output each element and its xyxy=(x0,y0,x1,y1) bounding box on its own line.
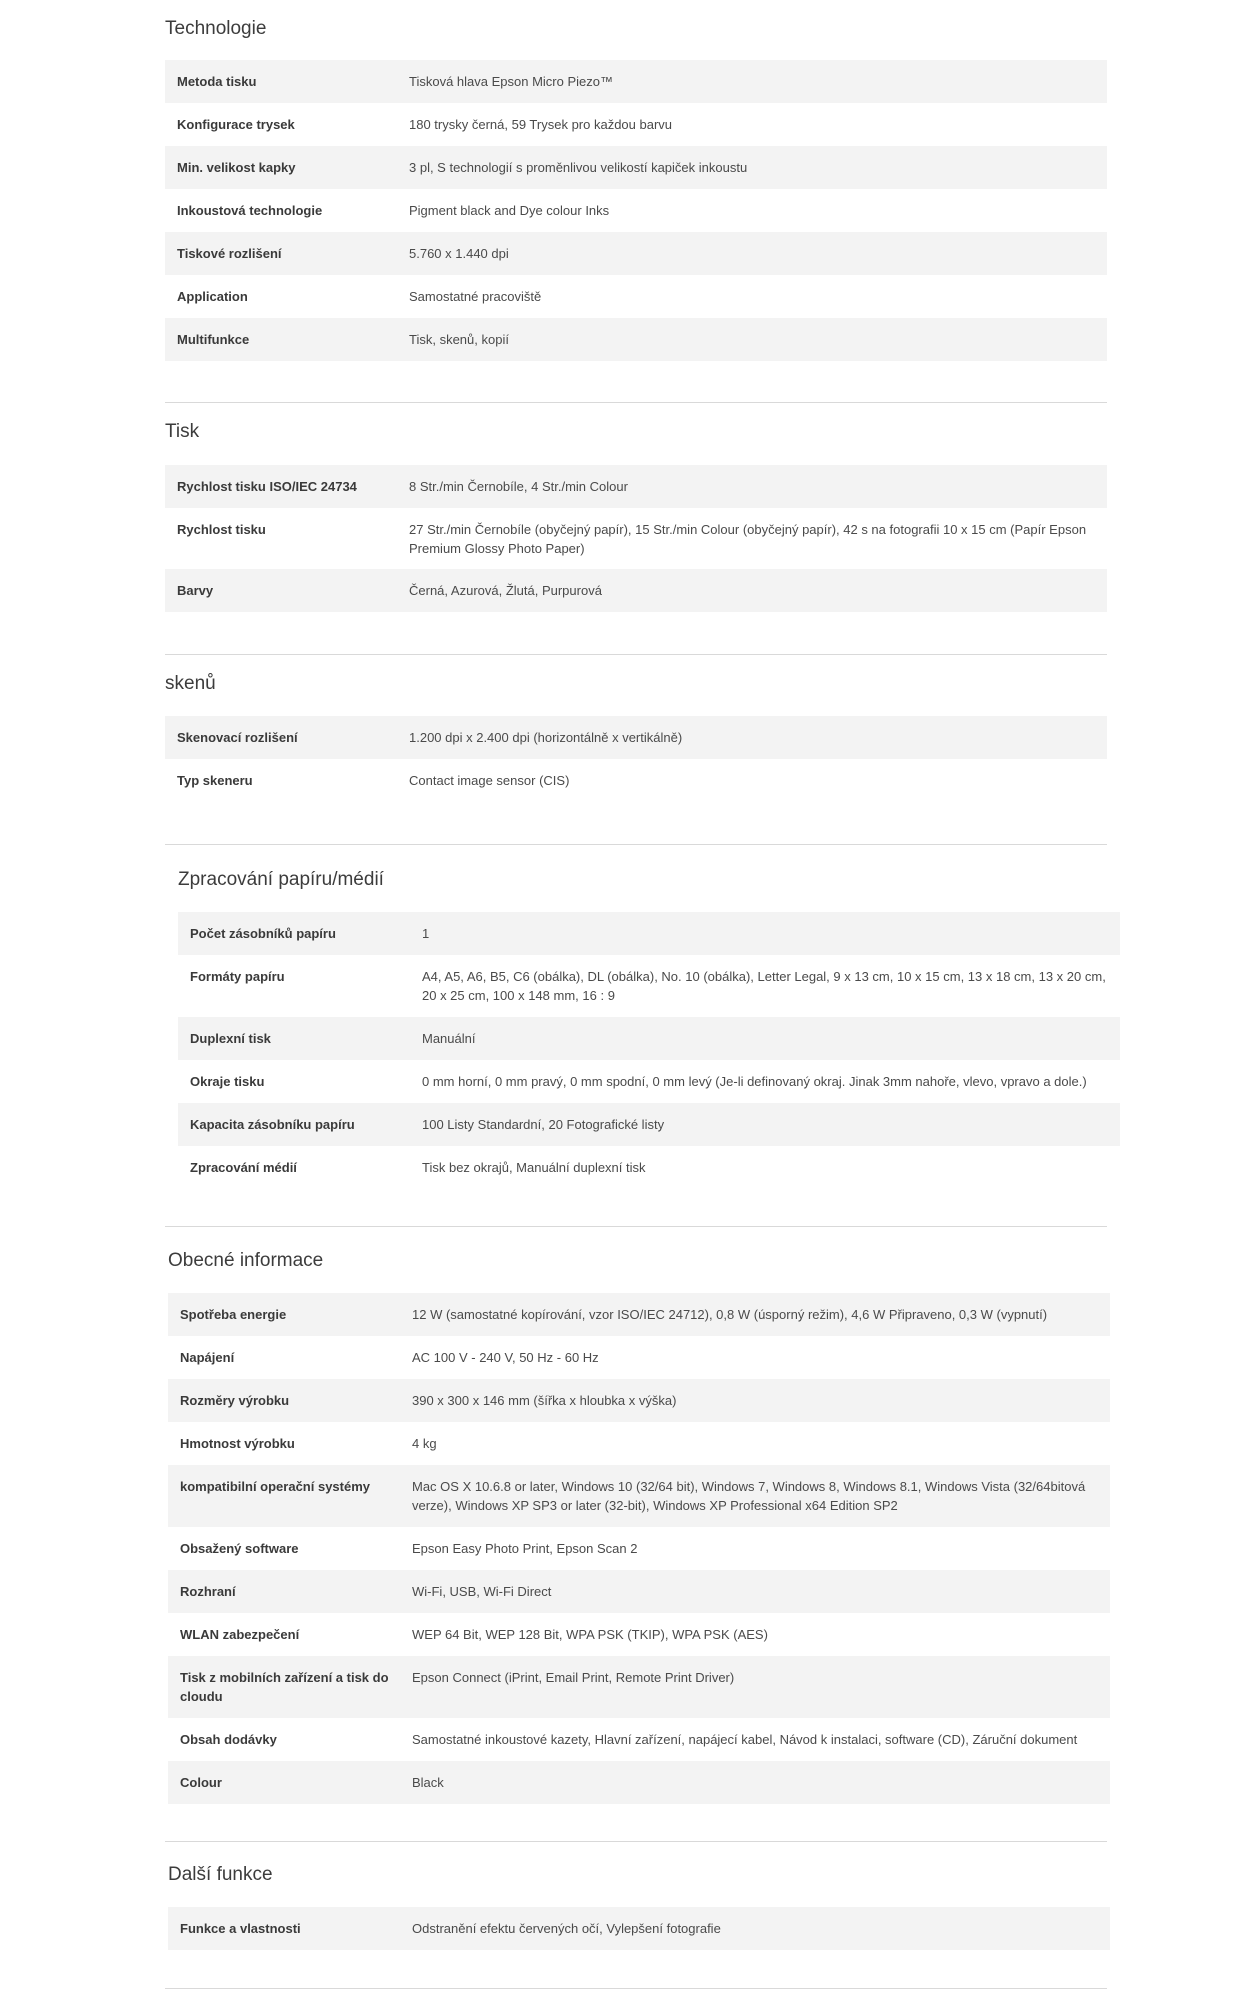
section-title: skenů xyxy=(165,673,216,694)
section-divider xyxy=(165,402,1107,403)
spec-row xyxy=(168,1570,1110,1613)
spec-value: 0 mm horní, 0 mm pravý, 0 mm spodní, 0 mm levý (Je-li definovaný okraj. Jinak 3mm nahoře, vlevo, vpravo a dole.) xyxy=(422,1074,1087,1089)
spec-row xyxy=(178,1017,1120,1060)
spec-value: 5.760 x 1.440 dpi xyxy=(409,246,509,261)
spec-row xyxy=(165,146,1107,189)
section-divider xyxy=(165,1226,1107,1227)
spec-row xyxy=(178,912,1120,955)
spec-row xyxy=(178,955,1120,1017)
spec-row xyxy=(168,1465,1110,1527)
spec-label: Kapacita zásobníku papíru xyxy=(190,1117,355,1132)
spec-value: Tisková hlava Epson Micro Piezo™ xyxy=(409,74,613,89)
spec-row xyxy=(165,716,1107,759)
spec-label: Tiskové rozlišení xyxy=(177,246,282,261)
spec-value: 27 Str./min Černobíle (obyčejný papír), 15 Str./min Colour (obyčejný papír), 42 s na fotografii 10 x 15 cm (Papír Epson Premium Glossy Photo Paper) xyxy=(409,522,1087,556)
spec-row xyxy=(165,759,1107,802)
spec-value: 3 pl, S technologií s proměnlivou velikostí kapiček inkoustu xyxy=(409,160,748,175)
spec-label: Rychlost tisku ISO/IEC 24734 xyxy=(177,479,357,494)
section-divider xyxy=(165,1841,1107,1842)
spec-row xyxy=(168,1293,1110,1336)
spec-label: Duplexní tisk xyxy=(190,1031,271,1046)
spec-value: 1.200 dpi x 2.400 dpi (horizontálně x vertikálně) xyxy=(409,730,683,745)
spec-label: Funkce a vlastnosti xyxy=(180,1921,301,1936)
spec-row xyxy=(165,275,1107,318)
spec-row xyxy=(168,1761,1110,1804)
spec-value: A4, A5, A6, B5, C6 (obálka), DL (obálka), No. 10 (obálka), Letter Legal, 9 x 13 cm, 10 x 15 cm, 13 x 18 cm, 13 x 20 cm, 20 x 25 cm, 100 x 148 mm, 16 : 9 xyxy=(422,969,1106,1003)
spec-value: Manuální xyxy=(422,1031,476,1046)
spec-label: Obsažený software xyxy=(180,1541,299,1556)
section-title: Tisk xyxy=(165,421,200,442)
spec-label: Rychlost tisku xyxy=(177,522,266,537)
section-title: Obecné informace xyxy=(168,1250,324,1271)
spec-row xyxy=(168,1527,1110,1570)
spec-label: Spotřeba energie xyxy=(180,1307,287,1322)
spec-row xyxy=(165,569,1107,612)
spec-value: 12 W (samostatné kopírování, vzor ISO/IEC 24712), 0,8 W (úsporný režim), 4,6 W Připraveno, 0,3 W (vypnutí) xyxy=(412,1307,1048,1322)
spec-row xyxy=(165,318,1107,361)
spec-row xyxy=(168,1656,1110,1718)
spec-row xyxy=(165,60,1107,103)
section-divider xyxy=(165,654,1107,655)
spec-value: WEP 64 Bit, WEP 128 Bit, WPA PSK (TKIP), WPA PSK (AES) xyxy=(412,1627,768,1642)
spec-row xyxy=(165,508,1107,569)
section-title: Technologie xyxy=(165,18,267,39)
spec-value: 100 Listy Standardní, 20 Fotografické listy xyxy=(422,1117,665,1132)
spec-value: Pigment black and Dye colour Inks xyxy=(409,203,610,218)
spec-value: Samostatné pracoviště xyxy=(409,289,542,304)
spec-label: WLAN zabezpečení xyxy=(180,1627,300,1642)
spec-label: Napájení xyxy=(180,1350,235,1365)
spec-label: Tisk z mobilních zařízení a tisk do cloudu xyxy=(180,1670,389,1704)
spec-row xyxy=(168,1422,1110,1465)
spec-value: Wi-Fi, USB, Wi-Fi Direct xyxy=(412,1584,552,1599)
spec-value: Epson Easy Photo Print, Epson Scan 2 xyxy=(412,1541,638,1556)
spec-label: Barvy xyxy=(177,583,214,598)
spec-label: Počet zásobníků papíru xyxy=(190,926,336,941)
spec-value: Samostatné inkoustové kazety, Hlavní zařízení, napájecí kabel, Návod k instalaci, software (CD), Záruční dokument xyxy=(412,1732,1078,1747)
spec-value: Contact image sensor (CIS) xyxy=(409,773,570,788)
spec-label: Rozhraní xyxy=(180,1584,236,1599)
spec-value: Černá, Azurová, Žlutá, Purpurová xyxy=(409,583,602,598)
section-title: Zpracování papíru/médií xyxy=(178,869,384,890)
spec-row xyxy=(168,1907,1110,1950)
spec-value: Tisk, skenů, kopií xyxy=(409,332,509,347)
spec-label: Hmotnost výrobku xyxy=(180,1436,295,1451)
spec-row xyxy=(178,1103,1120,1146)
spec-label: Multifunkce xyxy=(177,332,250,347)
spec-value: Black xyxy=(412,1775,444,1790)
section-divider xyxy=(165,1988,1107,1989)
spec-row xyxy=(168,1718,1110,1761)
spec-value: AC 100 V - 240 V, 50 Hz - 60 Hz xyxy=(412,1350,599,1365)
spec-row xyxy=(178,1060,1120,1103)
spec-value: 180 trysky černá, 59 Trysek pro každou barvu xyxy=(409,117,673,132)
spec-label: Obsah dodávky xyxy=(180,1732,277,1747)
section-divider xyxy=(165,844,1107,845)
spec-row xyxy=(168,1379,1110,1422)
spec-label: Typ skeneru xyxy=(177,773,253,788)
spec-label: Zpracování médií xyxy=(190,1160,297,1175)
spec-value: Tisk bez okrajů, Manuální duplexní tisk xyxy=(422,1160,646,1175)
spec-value: Odstranění efektu červených očí, Vylepšení fotografie xyxy=(412,1921,721,1936)
spec-row xyxy=(168,1613,1110,1656)
spec-label: Metoda tisku xyxy=(177,74,257,89)
spec-value: 8 Str./min Černobíle, 4 Str./min Colour xyxy=(409,479,628,494)
spec-label: Colour xyxy=(180,1775,222,1790)
spec-label: Formáty papíru xyxy=(190,969,285,984)
spec-label: Skenovací rozlišení xyxy=(177,730,298,745)
spec-label: Application xyxy=(177,289,248,304)
spec-label: Okraje tisku xyxy=(190,1074,265,1089)
spec-value: Epson Connect (iPrint, Email Print, Remote Print Driver) xyxy=(412,1670,735,1685)
spec-value: 390 x 300 x 146 mm (šířka x hloubka x výška) xyxy=(412,1393,677,1408)
spec-label: Min. velikost kapky xyxy=(177,160,296,175)
spec-value: Mac OS X 10.6.8 or later, Windows 10 (32/64 bit), Windows 7, Windows 8, Windows 8.1, Windows Vista (32/64bitová verze), Windows XP SP3 or later (32-bit), Windows XP Professional x64 Edition SP2 xyxy=(412,1479,1086,1513)
spec-value: 4 kg xyxy=(412,1436,437,1451)
spec-row xyxy=(178,1146,1120,1189)
spec-row xyxy=(165,103,1107,146)
spec-label: Konfigurace trysek xyxy=(177,117,295,132)
spec-label: kompatibilní operační systémy xyxy=(180,1479,371,1494)
spec-label: Rozměry výrobku xyxy=(180,1393,290,1408)
spec-row xyxy=(168,1336,1110,1379)
spec-value: 1 xyxy=(422,926,430,941)
section-title: Další funkce xyxy=(168,1864,273,1885)
spec-row xyxy=(165,465,1107,508)
spec-label: Inkoustová technologie xyxy=(177,203,323,218)
spec-row xyxy=(165,232,1107,275)
spec-row xyxy=(165,189,1107,232)
